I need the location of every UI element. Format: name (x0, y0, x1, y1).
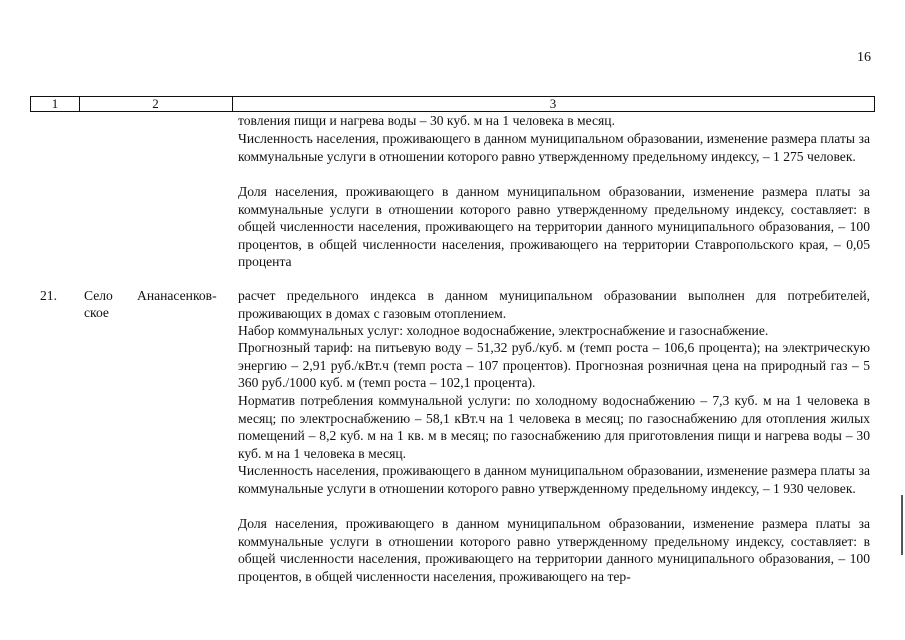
row-paragraph-population-count: Численность населения, проживающего в данном муниципальном образовании, изменение размера платы за коммунальные услуги в отношении которого равно утвержденному предельному индексу, – 1 930 человек. (238, 463, 870, 496)
row-paragraph-services: Набор коммунальных услуг: холодное водоснабжение, электроснабжение и газоснабжение. (238, 323, 769, 338)
continuation-population-count: Численность населения, проживающего в данном муниципальном образовании, изменение размера платы за коммунальные услуги в отношении которого равно утвержденному предельному индексу, – 1 275 человек. (238, 131, 870, 164)
row-paragraph-population-share: Доля населения, проживающего в данном муниципальном образовании, изменение размера платы за коммунальные услуги в отношении которого равно утвержденному предельному индексу, составляет: в общей численности населения, проживающего на территории данного муниципального образования, – 100 процентов, в общей численности населения, проживающего на тер- (238, 516, 870, 584)
scan-edge-mark (901, 495, 903, 555)
municipality-name-part3: ское (84, 305, 109, 320)
continuation-line: товления пищи и нагрева воды – 30 куб. м на 1 человека в месяц. (238, 113, 615, 128)
page-number: 16 (857, 50, 871, 65)
table-column-header (30, 96, 875, 112)
row-paragraph-norms: Норматив потребления коммунальной услуги: по холодному водоснабжению – 7,3 куб. м на 1 человека в месяц; по электроснабжению – 58,1 кВт.ч на 1 человека в месяц; по газоснабжению для отопления жилых помещений – 8,2 куб. м на 1 кв. м в месяц; по газоснабжению для приготовления пищи и нагрева воды – 30 куб. м на 1 человека в месяц. (238, 393, 870, 461)
column-number-2: 2 (79, 97, 233, 111)
row-paragraph-calculation: расчет предельного индекса в данном муниципальном образовании выполнен для потребителей, проживающих в домах с газовым отоплением. (238, 288, 870, 321)
column-number-3: 3 (549, 96, 557, 111)
municipality-name-part1: Село (84, 288, 113, 303)
row-paragraph-tariff: Прогнозный тариф: на питьевую воду – 51,32 руб./куб. м (темп роста – 106,6 процента); на электрическую энергию – 2,91 руб./кВт.ч (темп роста – 107 процентов). Прогнозная розничная цена на природный газ – 5 360 руб./1000 куб. м (темп роста – 102,1 процента). (238, 340, 870, 390)
column-number-1: 1 (31, 97, 80, 111)
municipality-name-part2: Ананасенков- (137, 288, 217, 303)
row-number: 21. (40, 288, 57, 303)
continuation-population-share: Доля населения, проживающего в данном муниципальном образовании, изменение размера платы за коммунальные услуги в отношении которого равно утвержденному предельному индексу, составляет: в общей численности населения, проживающего на территории данного муниципального образования, – 100 процентов, в общей численности населения, проживающего на территории Ставропольского края, – 0,05 процента (238, 184, 870, 269)
